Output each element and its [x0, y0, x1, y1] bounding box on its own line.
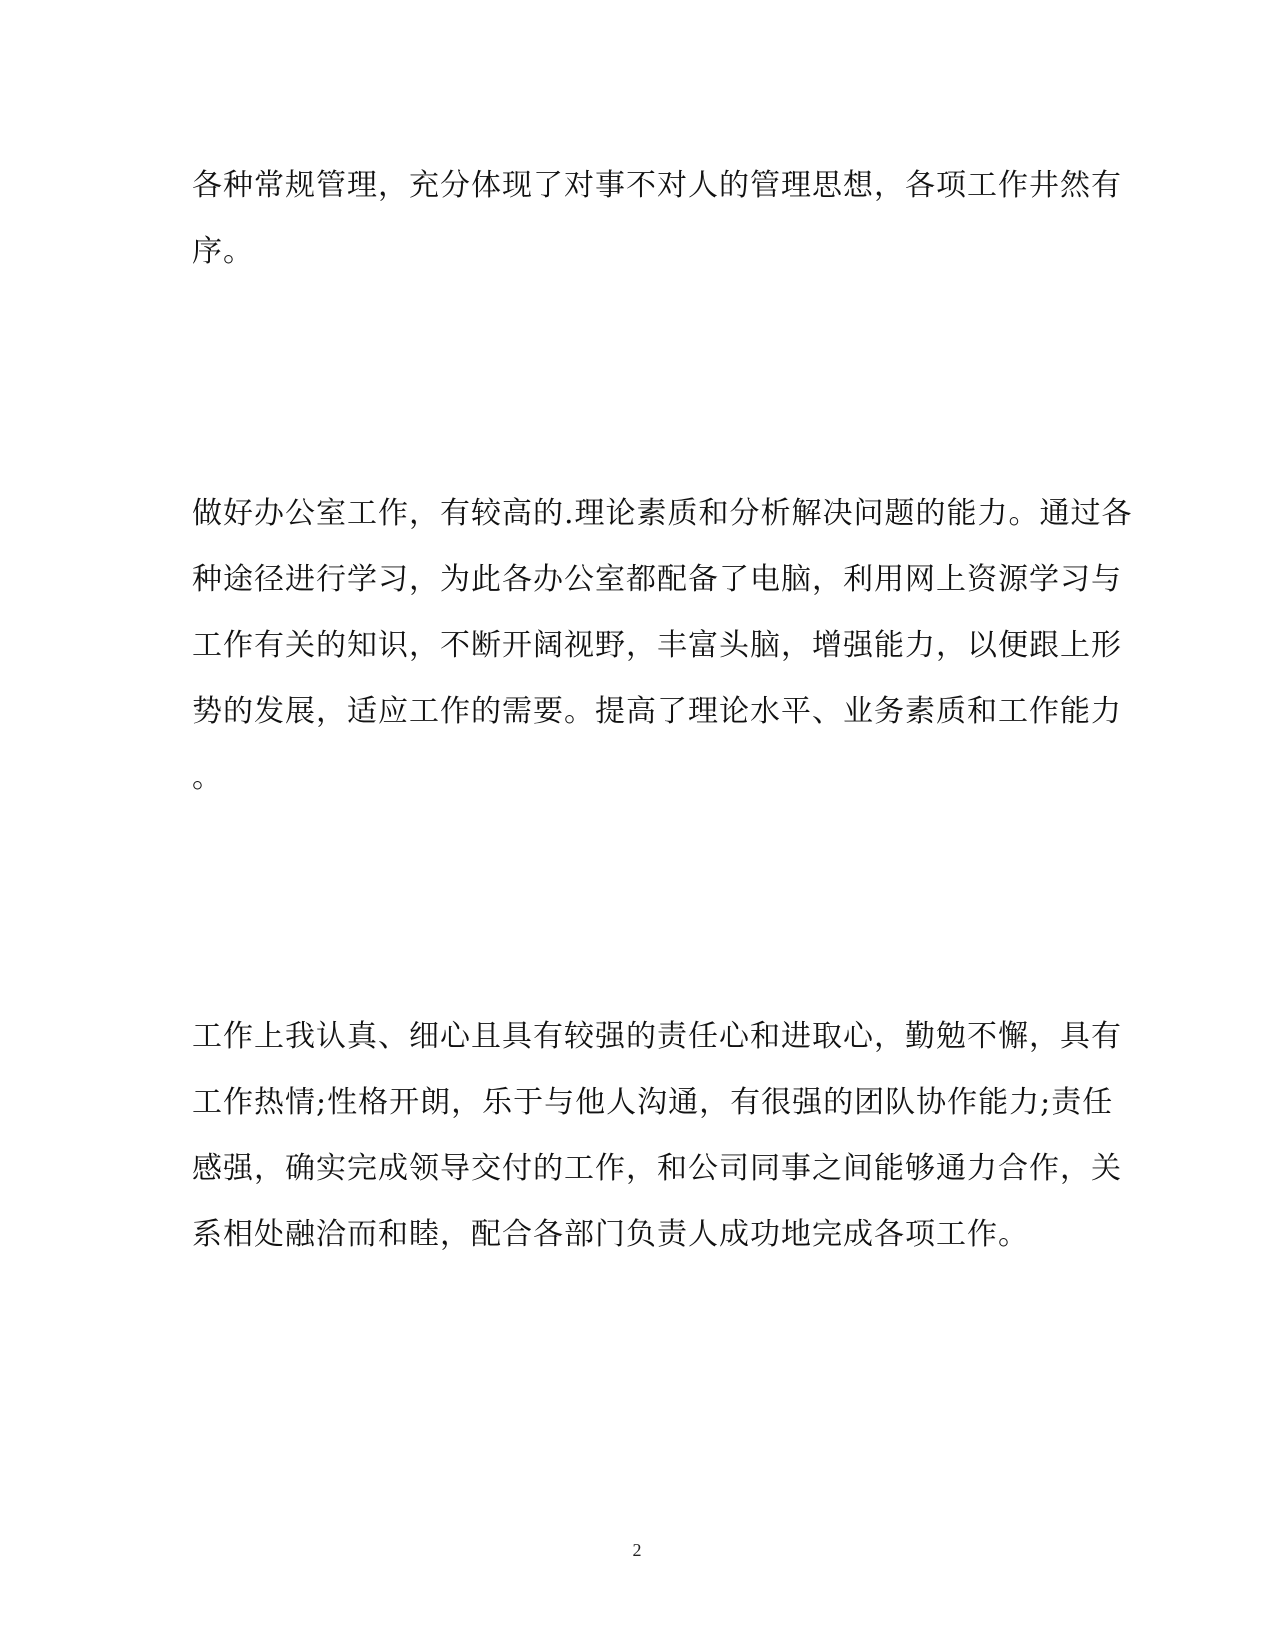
page-number: 2	[632, 1540, 642, 1560]
paragraph-line: 。	[192, 760, 223, 795]
paragraph-line: 做好办公室工作，有较高的.理论素质和分析解决问题的能力。通过各	[192, 496, 1133, 531]
paragraph-3	[192, 1004, 1122, 1268]
paragraph-line: 各种常规管理，充分体现了对事不对人的管理思想，各项工作井然有	[192, 168, 1122, 203]
paragraph-line: 工作有关的知识，不断开阔视野，丰富头脑，增强能力，以便跟上形	[192, 628, 1122, 663]
paragraph-line: 种途径进行学习，为此各办公室都配备了电脑，利用网上资源学习与	[192, 562, 1122, 597]
paragraph-line: 序。	[192, 234, 254, 269]
paragraph-line: 系相处融洽而和睦，配合各部门负责人成功地完成各项工作。	[192, 1217, 1029, 1252]
paragraph-1	[192, 153, 1122, 285]
paragraph-line: 势的发展，适应工作的需要。提高了理论水平、业务素质和工作能力	[192, 694, 1122, 729]
paragraph-line: 工作上我认真、细心且具有较强的责任心和进取心，勤勉不懈，具有	[192, 1019, 1122, 1054]
paragraph-line: 工作热情;性格开朗，乐于与他人沟通，有很强的团队协作能力;责任	[192, 1085, 1114, 1120]
paragraph-line: 感强，确实完成领导交付的工作，和公司同事之间能够通力合作，关	[192, 1151, 1122, 1186]
paragraph-2	[192, 481, 1133, 811]
